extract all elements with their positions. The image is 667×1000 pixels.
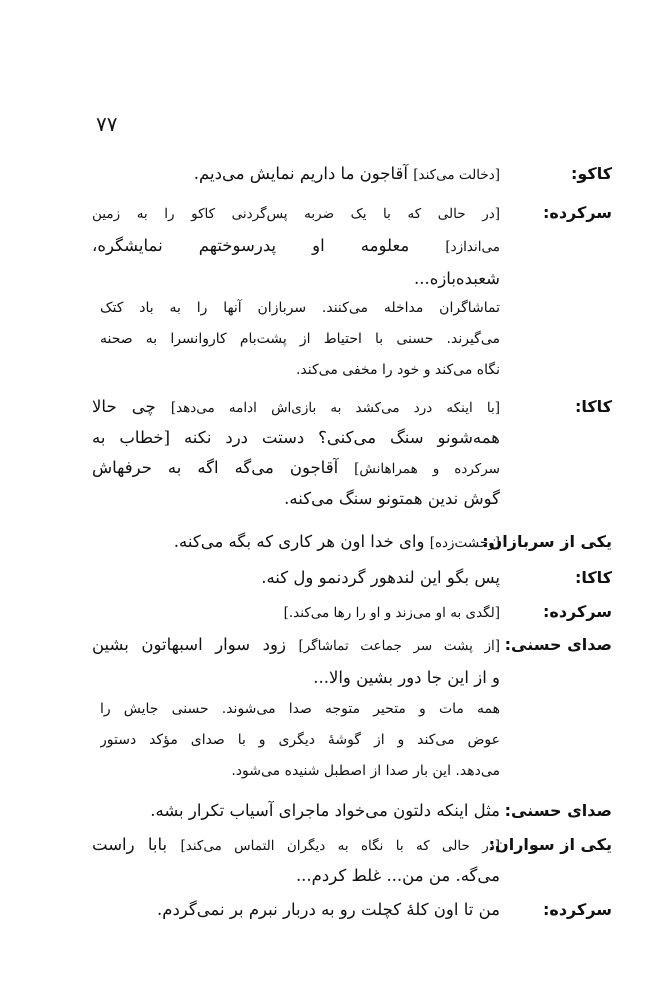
stage-note: می‌اندازد] — [445, 239, 500, 255]
dialogue-line — [92, 562, 500, 594]
spoken-text: معلومه او پدرسوختهم نمایشگره، — [92, 236, 446, 255]
stage-note: [در حالی که با نگاه به دیگران التماس می‌کند] — [180, 838, 500, 854]
dialogue-line — [92, 197, 500, 230]
stage-direction-line: می‌دهد. این بار صدا از اصطبل شنیده می‌شود. — [231, 763, 500, 779]
stage-direction-line: عوض می‌کند و از گوشهٔ دیگری و با صدای مؤکد دستور — [100, 732, 500, 748]
speaker-name: یکی از سواران: — [488, 835, 612, 854]
speaker-name: سرکرده: — [543, 602, 612, 621]
dialogue-line — [92, 526, 500, 559]
dialogue-text — [92, 197, 500, 295]
spoken-text: گوش ندین همتونو سنگ می‌کنه. — [284, 489, 500, 508]
stage-direction-line: می‌گیرند. حسنی با احتیاط از پشت‌بام کاروانسرا به صحنه — [100, 331, 500, 347]
stage-note: [با اینکه درد می‌کشد به بازی‌اش ادامه می‌دهد] — [170, 400, 500, 416]
dialogue-text — [92, 562, 500, 594]
spoken-text: می‌گه. من من... غلط کردم... — [295, 866, 500, 885]
spoken-text: و از این جا دور بشین والا... — [313, 668, 500, 687]
dialogue-text — [92, 392, 500, 514]
dialogue-line — [92, 629, 500, 662]
speaker-name: یکی از سربازان: — [482, 532, 612, 551]
stage-note: [از پشت سر جماعت تماشاگر] — [298, 638, 500, 654]
spoken-text: وای خدا اون هر کاری که بگه می‌کنه. — [173, 532, 430, 551]
stage-direction — [100, 293, 500, 386]
stage-note: [لگدی به او می‌زند و او را رها می‌کند.] — [283, 605, 500, 621]
stage-direction-line: همه مات و متحیر متوجه صدا می‌شوند. حسنی جایش را — [100, 701, 500, 717]
speaker-name: سرکرده: — [543, 203, 612, 222]
spoken-text: شعبده‌بازه... — [413, 269, 500, 288]
dialogue-line — [92, 230, 500, 263]
dialogue-line — [92, 158, 500, 191]
spoken-text: آقاجون می‌گه اگه به حرفهاش — [92, 458, 355, 477]
spoken-text: آقاجون ما داریم نمایش می‌دیم. — [193, 164, 414, 183]
stage-note: سرکرده و همراهانش] — [354, 461, 500, 477]
dialogue-text — [92, 158, 500, 191]
page-number: ۷۷ — [96, 112, 118, 136]
dialogue-line — [92, 830, 500, 861]
dialogue-line — [92, 861, 500, 891]
dialogue-line — [92, 484, 500, 514]
dialogue-line — [92, 795, 500, 827]
dialogue-text — [92, 596, 500, 629]
dialogue-text — [92, 830, 500, 891]
dialogue-line — [92, 894, 500, 926]
dialogue-line — [92, 596, 500, 629]
dialogue-text — [92, 795, 500, 827]
stage-note: [دخالت می‌کند] — [413, 167, 500, 183]
dialogue-text — [92, 894, 500, 926]
speaker-name: سرکرده: — [543, 900, 612, 919]
spoken-text: زود سوار اسبهاتون بشین — [92, 635, 299, 654]
spoken-text: همه‌شونو سنگ می‌کنی؟ دستت درد نکنه [خطاب به — [92, 428, 500, 447]
dialogue-line — [92, 392, 500, 423]
stage-direction-line: نگاه می‌کند و خود را مخفی می‌کند. — [295, 362, 500, 378]
spoken-text: پس بگو این لندهور گردنمو ول کنه. — [261, 568, 500, 587]
spoken-text: چی حالا — [92, 397, 171, 416]
stage-note: [وحشت‌زده] — [429, 535, 500, 551]
spoken-text: بابا راست — [92, 835, 181, 854]
spoken-text: من تا اون کلهٔ کچلت رو به دربار نبرم بر نمی‌گردم. — [157, 900, 500, 919]
stage-note: [در حالی که با یک ضربه پس‌گردنی کاکو را به زمین — [92, 206, 500, 222]
stage-direction — [100, 694, 500, 787]
dialogue-line — [92, 423, 500, 453]
spoken-text: مثل اینکه دلتون می‌خواد ماجرای آسیاب تکرار بشه. — [150, 801, 500, 820]
dialogue-line — [92, 453, 500, 484]
speaker-name: صدای حسنی: — [504, 801, 612, 820]
dialogue-line — [92, 662, 500, 693]
speaker-name: کاکو: — [570, 164, 612, 183]
speaker-name: صدای حسنی: — [504, 635, 612, 654]
stage-direction-line: تماشاگران مداخله می‌کنند. سربازان آنها را به باد کتک — [100, 300, 500, 316]
dialogue-text — [92, 629, 500, 693]
speaker-name: کاکا: — [574, 568, 612, 587]
dialogue-line — [92, 263, 500, 295]
speaker-name: کاکا: — [574, 397, 612, 416]
dialogue-text — [92, 526, 500, 559]
